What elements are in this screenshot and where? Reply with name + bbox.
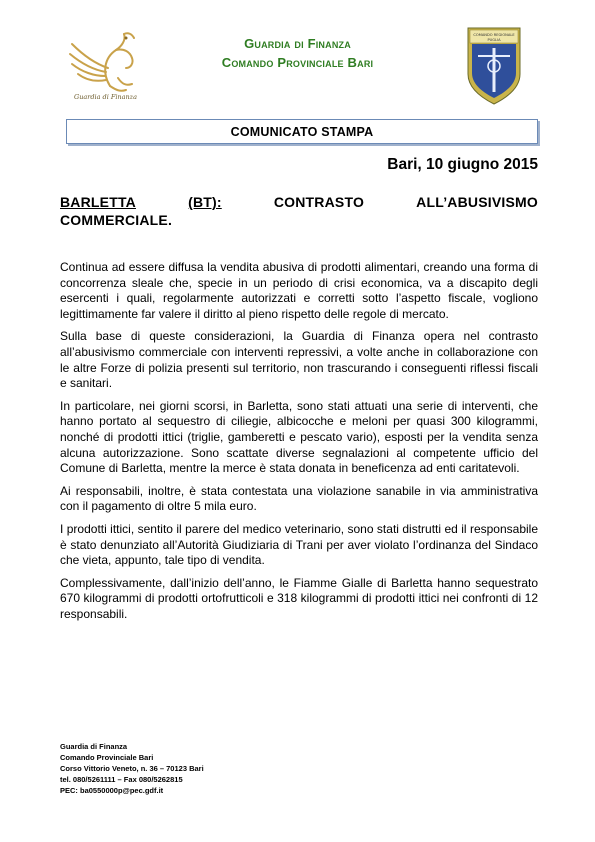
dateline: Bari, 10 giugno 2015 (387, 156, 538, 173)
article-body (60, 260, 538, 629)
paragraph: Ai responsabili, inoltre, è stata contestata una violazione sanabile in via amministrativa con il pagamento di oltre 5 mila euro. (60, 483, 538, 514)
logo-caption: Guardia di Finanza (74, 93, 137, 101)
paragraph: I prodotti ittici, sentito il parere del medico veterinario, sono stati distrutti ed il responsabile è stato denunziato all’Autorità Giudiziaria di Trani per aver violato l’ordinanza del Sindaco che vieta, appunto, tale tipo di vendita. (60, 521, 538, 568)
headline-province: (BT): (188, 194, 222, 210)
banner-label: COMUNICATO STAMPA (230, 124, 374, 139)
header-title-line2: Comando Provinciale Bari (221, 55, 374, 70)
crest-text-1: COMANDO REGIONALE (473, 33, 515, 37)
paragraph: Sulla base di queste considerazioni, la Guardia di Finanza opera nel contrasto all’abusivismo commerciale con interventi repressivi, a volte anche in collaborazione con le altre Forze di polizia presenti sul territorio, non trascurando i conseguenti riflessi fiscali e sanitari. (60, 329, 538, 391)
header-title-line1: Guardia di Finanza (244, 36, 351, 51)
paragraph: Complessivamente, dall’inizio dell’anno, le Fiamme Gialle di Barletta hanno sequestrato 670 kilogrammi di prodotti ortofrutticoli e 318 kilogrammi di prodotti ittici nei confronti di 12 responsabili. (60, 575, 538, 621)
paragraph: Continua ad essere diffusa la vendita abusiva di prodotti alimentari, creando una forma di concorrenza sleale che, specie in un periodo di crisi economica, va a discapito degli esercenti i quali, regolarmente autorizzati e corretti sotto l’aspetto fiscale, vogliono legittimamente far valere il diritto al pieno rispetto delle regole di mercato. (60, 260, 538, 321)
headline-word2: ALL’ABUSIVISMO (416, 194, 538, 210)
headline (60, 193, 538, 229)
crest-text-2: PUGLIA (487, 38, 501, 42)
headline-place: BARLETTA (60, 194, 136, 210)
header-title (160, 34, 435, 72)
footer-contact (60, 741, 204, 796)
footer-address: Corso Vittorio Veneto, n. 36 – 70123 Bari (60, 764, 204, 773)
regional-crest-icon (466, 26, 522, 106)
footer-command: Comando Provinciale Bari (60, 753, 154, 762)
press-release-banner (66, 119, 538, 144)
paragraph: In particolare, nei giorni scorsi, in Barletta, sono stati attuati una serie di interventi, che hanno portato al sequestro di ciliegie, albicocche e meloni per quasi 300 kilogrammi, nonché di prodotti ittici (triglie, gamberetti e pescato vario), esposti per la vendita senza alcuna autorizzazione. Sono scattate diverse segnalazioni al competente ufficio del Comune di Barletta, mentre la merce è stata donata in beneficenza ad enti caritatevoli. (60, 398, 538, 476)
footer-org: Guardia di Finanza (60, 742, 128, 751)
headline-line2: COMMERCIALE. (60, 212, 173, 228)
headline-word1: CONTRASTO (273, 194, 365, 210)
footer-phone: tel. 080/5261111 – Fax 080/5262815 (60, 775, 183, 784)
footer-pec: PEC: ba0550000p@pec.gdf.it (60, 786, 164, 795)
